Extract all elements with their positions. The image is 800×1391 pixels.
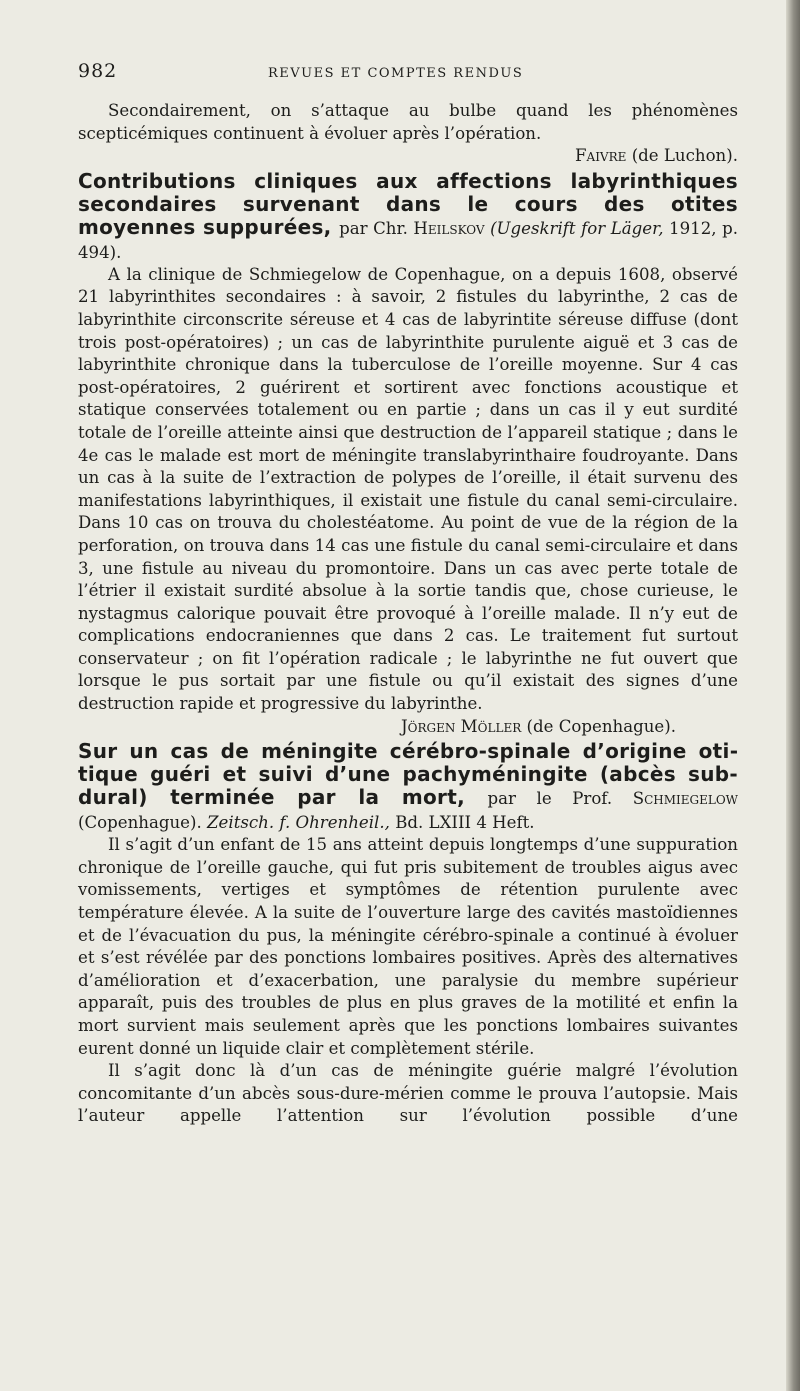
article2-journal: Zeitsch. f. Ohrenheil., <box>207 813 390 833</box>
article2-paragraph-1: Il s’agit d’un enfant de 15 ans atteint depuis longtemps d’une suppuration chronique de l’oreille gauche, qui fut pris subitement de troubles aigus avec vomissements, vertiges et symptômes de rétention purulente avec température élevée. A la suite de l’ouverture large des cavités mastoïdiennes et de l’évacuation du pus, la méningite cérébro-spinale a continué à évoluer et s’est révélée par des ponctions lombaires positives. Après des alternatives d’amélioration et d’exacerbation, une paralysie du membre supérieur apparaît, puis des troubles de plus en plus graves de la motilité et enfin la mort survient mais seulement après que les ponctions lombaires suivantes eurent donné un liquide clair et complètement stérile. <box>78 835 738 1058</box>
article2-author-place: (Copenhague). <box>78 813 202 833</box>
article1-author: Heilskov <box>413 218 485 238</box>
intro-signature-name: Faivre <box>575 146 627 166</box>
article1-journal: (Ugeskrift for Läger, <box>490 218 664 238</box>
document-page <box>78 60 738 1128</box>
article1-title: Contributions cliniques aux affections labyrinthiques secondaires survenant dans le cours des otites moyennes suppurées, <box>78 168 738 239</box>
article2-byline-prefix: par le Prof. <box>487 789 613 809</box>
article2-citation: Bd. LXIII 4 Heft. <box>395 813 535 833</box>
article2-heading <box>78 740 738 834</box>
article1-byline-prefix: par Chr. <box>339 218 408 238</box>
article1-signature-place: (de Copenhague). <box>526 716 676 736</box>
article1-signature <box>78 716 738 739</box>
article2-title: Sur un cas de méningite cérébro-spinale d’origine otitique guéri et suivi d’une pachyméningite (abcès sub-dural) terminée par la mort, <box>78 739 738 810</box>
article1-citation: 1912, p. 494). <box>78 218 738 262</box>
intro-signature-place: (de Luchon). <box>631 146 738 166</box>
page-number: 982 <box>78 60 118 82</box>
intro-paragraph: Secondairement, on s’attaque au bulbe quand les phénomènes scepticémiques continuent à évoluer après l’opération. <box>78 101 738 143</box>
article1-signature-name: Jörgen Möller <box>401 716 522 736</box>
page-edge <box>786 0 800 1391</box>
running-head <box>78 60 738 100</box>
article2-author: Schmiegelow <box>632 789 738 809</box>
intro-signature <box>78 145 738 168</box>
article1-heading <box>78 170 738 264</box>
running-title: REVUES ET COMPTES RENDUS <box>268 66 524 81</box>
article2-paragraph-2: Il s’agit donc là d’un cas de méningite guérie malgré l’évolution concomitante d’un abcès sous-dure-mérien comme le prouva l’autopsie. Mais l’auteur appelle l’attention sur l’évolution possible d’une <box>78 1061 738 1126</box>
article1-body: A la clinique de Schmiegelow de Copenhague, on a depuis 1608, observé 21 labyrinthites secondaires : à savoir, 2 fistules du labyrinthe, 2 cas de labyrinthite circonscrite séreuse et 4 cas de labyrintite séreuse diffuse (dont trois post-opératoires) ; un cas de labyrinthite purulente aiguë et 3 cas de labyrinthite chronique dans la tuberculose de l’oreille moyenne. Sur 4 cas post-opératoires, 2 guérirent et sortirent avec fonctions acoustique et statique conservées totalement ou en partie ; dans un cas il y eut surdité totale de l’oreille atteinte ainsi que destruction de l’appareil statique ; dans le 4e cas le malade est mort de méningite translabyrinthaire foudroyante. Dans un cas à la suite de l’extraction de polypes de l’oreille, il était survenu des manifestations labyrinthiques, il existait une fistule du canal semi-circulaire. Dans 10 cas on trouva du cholestéatome. Au point de vue de la région de la perforation, on trouva dans 14 cas une fistule du canal semi-circulaire et dans 3, une fistule au niveau du promontoire. Dans un cas avec perte totale de l’étrier il existait surdité absolue à la sortie tandis que, chose curieuse, le nystagmus calorique pouvait être provoqué à l’oreille malade. Il n’y eut de complications endocraniennes que dans 2 cas. Le traitement fut surtout conservateur ; on fit l’opération radicale ; le labyrinthe ne fut ouvert que lorsque le pus sortait par une fistule ou qu’il existait des signes d’une destruction rapide et progressive du labyrinthe. <box>78 264 738 714</box>
